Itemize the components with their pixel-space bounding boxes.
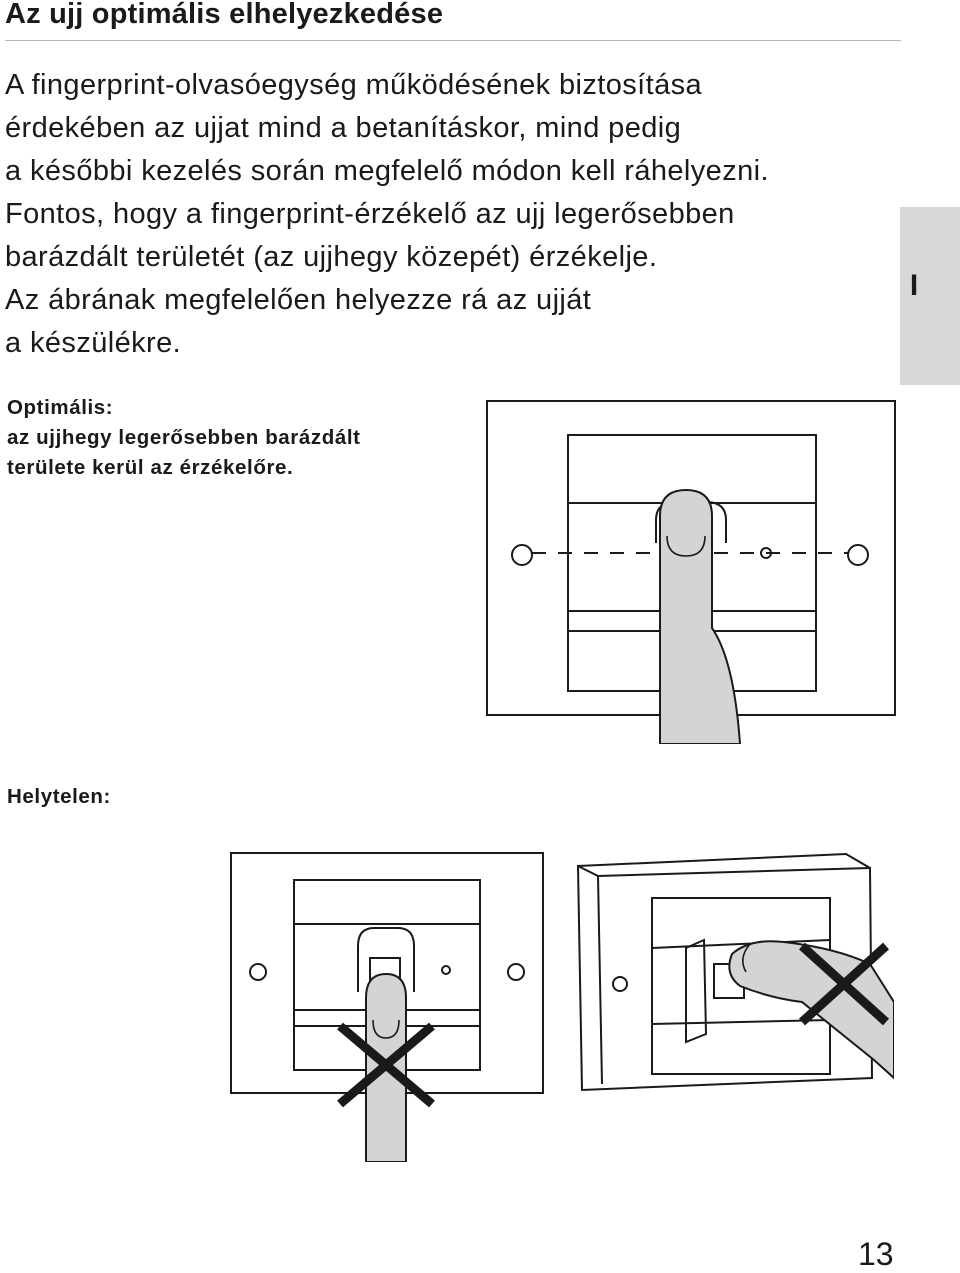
incorrect-figure-low (228, 850, 548, 1162)
screw-hole (250, 964, 266, 980)
incorrect-figure-side (574, 848, 894, 1098)
incorrect-low-drawing (228, 850, 548, 1162)
page-title: Az ujj optimális elhelyezkedése (5, 0, 444, 30)
indicator-led (442, 966, 450, 974)
optimal-line: az ujjhegy legerősebben barázdált (7, 426, 361, 449)
title-divider (5, 40, 901, 41)
screw-hole (613, 977, 627, 991)
incorrect-heading: Helytelen: (7, 785, 111, 808)
side-tab-letter: I (909, 269, 919, 302)
intro-line: A fingerprint-olvasóegység működésének biztosítása (5, 69, 703, 101)
optimal-caption (7, 393, 361, 483)
screw-hole (512, 545, 532, 565)
screw-hole (848, 545, 868, 565)
sensor-housing-side (686, 940, 706, 1042)
finger (660, 490, 740, 744)
intro-paragraph (5, 64, 895, 365)
screw-hole (508, 964, 524, 980)
intro-line: érdekében az ujjat mind a betanításkor, mind pedig (5, 112, 682, 144)
intro-line: a későbbi kezelés során megfelelő módon kell ráhelyezni. (5, 155, 769, 187)
optimal-heading: Optimális: (7, 396, 114, 419)
optimal-figure (484, 398, 898, 744)
intro-line: Fontos, hogy a fingerprint-érzékelő az ujj legerősebben (5, 198, 735, 230)
page-number: 13 (858, 1236, 894, 1272)
intro-line: barázdált területét (az ujjhegy közepét) érzékelje. (5, 241, 658, 273)
incorrect-caption (7, 782, 111, 812)
language-side-tab (900, 207, 960, 385)
intro-line: Az ábrának megfelelően helyezze rá az ujját (5, 284, 592, 316)
incorrect-side-drawing (574, 848, 894, 1098)
intro-line: a készülékre. (5, 327, 182, 359)
optimal-line: területe kerül az érzékelőre. (7, 456, 294, 479)
optimal-device-drawing (484, 398, 898, 744)
